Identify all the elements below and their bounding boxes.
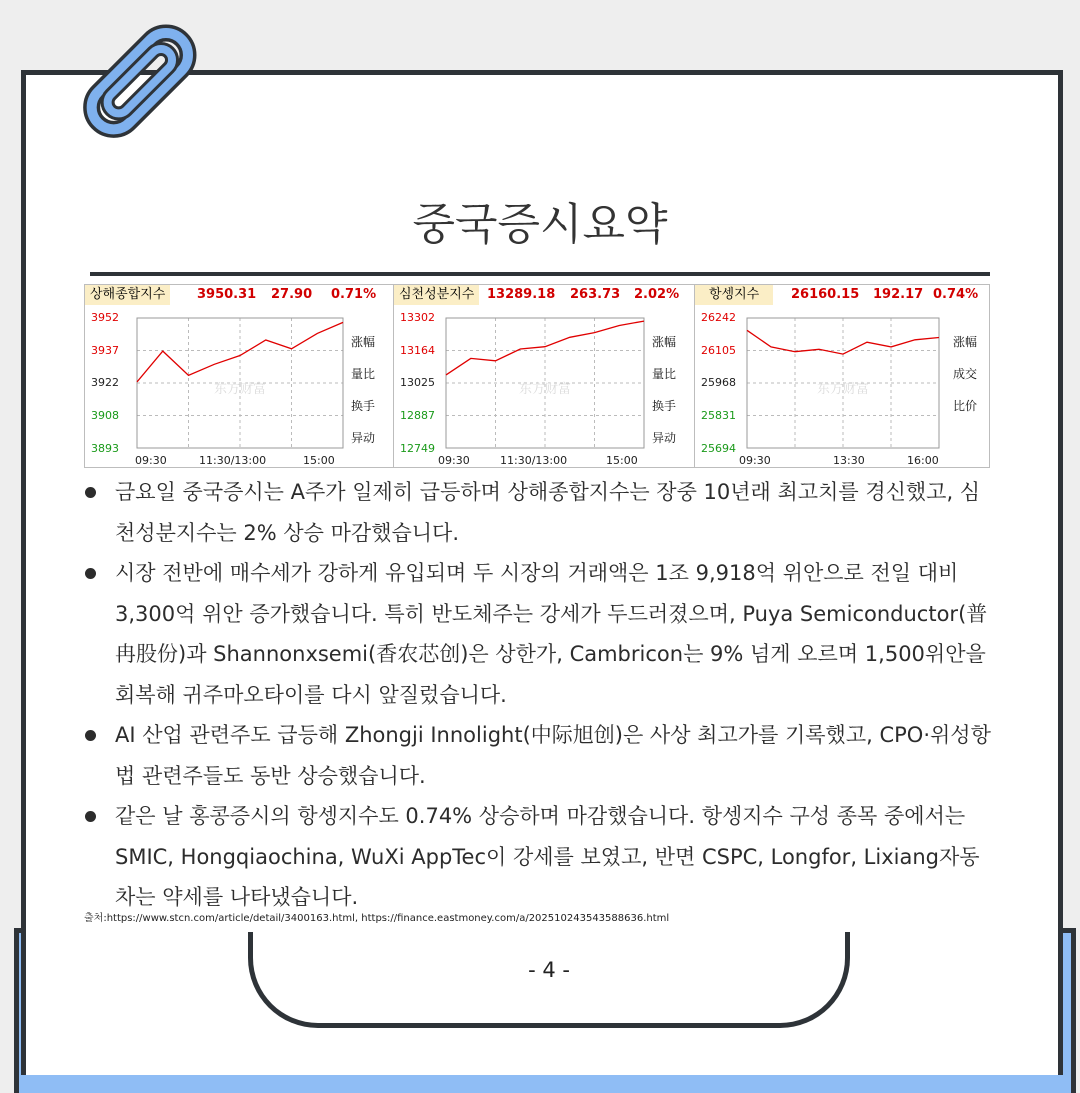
y-tick: 26242 bbox=[701, 311, 736, 324]
chart-value: 13289.18 bbox=[487, 287, 556, 302]
side-label: 比价 bbox=[953, 399, 978, 413]
list-item: 같은 날 홍콩증시의 항셍지수도 0.74% 상승하며 마감했습니다. 항셍지수 구성 종목 중에서는 SMIC, Hongqiaochina, WuXi AppTec이 강세를 보였고, 반면 CSPC, Longfor, Lixiang자동차는 약세를 나타냈습니다. bbox=[82, 796, 992, 918]
list-item: AI 산업 관련주도 급등해 Zhongji Innolight(中际旭创)은 사상 최고가를 기록했고, CPO·위성항법 관련주들도 동반 상승했습니다. bbox=[82, 715, 992, 796]
chart-value: 3950.31 bbox=[197, 287, 257, 302]
page-title: 중국증시요약 bbox=[412, 199, 668, 250]
y-tick: 25694 bbox=[701, 442, 736, 455]
x-tick: 11:30/13:00 bbox=[500, 454, 568, 467]
y-tick: 3937 bbox=[91, 344, 119, 357]
y-tick: 25831 bbox=[701, 409, 736, 422]
side-label: 换手 bbox=[652, 399, 677, 413]
x-tick: 09:30 bbox=[135, 454, 167, 467]
y-tick: 13025 bbox=[400, 376, 435, 389]
side-label: 涨幅 bbox=[652, 335, 677, 349]
watermark-text: 东方财富 bbox=[518, 382, 572, 397]
side-label: 异动 bbox=[652, 431, 677, 445]
summary-list bbox=[82, 472, 992, 918]
chart-name: 상해종합지수 bbox=[85, 285, 170, 305]
chart-change: 192.17 bbox=[873, 287, 924, 302]
chart-plot bbox=[394, 285, 694, 467]
y-tick: 3908 bbox=[91, 409, 119, 422]
hangseng-chart bbox=[694, 284, 990, 468]
x-tick: 16:00 bbox=[907, 454, 939, 467]
paperclip-icon bbox=[62, 12, 212, 157]
y-tick: 3952 bbox=[91, 311, 119, 324]
chart-percent: 0.74% bbox=[933, 287, 979, 302]
y-tick: 26105 bbox=[701, 344, 736, 357]
y-tick: 3922 bbox=[91, 376, 119, 389]
x-tick: 09:30 bbox=[438, 454, 470, 467]
x-tick: 13:30 bbox=[833, 454, 865, 467]
chart-plot bbox=[695, 285, 989, 467]
x-tick: 15:00 bbox=[303, 454, 335, 467]
side-label: 成交 bbox=[953, 367, 978, 381]
source-note: 출처:https://www.stcn.com/article/detail/3400163.html, https://finance.eastmoney.com/a/202510243543588636.html bbox=[84, 913, 670, 924]
chart-name: 심천성분지수 bbox=[394, 285, 479, 305]
y-tick: 3893 bbox=[91, 442, 119, 455]
shanghai-chart bbox=[84, 284, 394, 468]
side-label: 换手 bbox=[351, 399, 376, 413]
chart-percent: 2.02% bbox=[634, 287, 680, 302]
y-tick: 25968 bbox=[701, 376, 736, 389]
title-divider bbox=[90, 272, 990, 276]
shenzhen-chart bbox=[393, 284, 695, 468]
list-item: 시장 전반에 매수세가 강하게 유입되며 두 시장의 거래액은 1조 9,918억 위안으로 전일 대비 3,300억 위안 증가했습니다. 특히 반도체주는 강세가 두드러졌으며, Puya Semiconductor(普冉股份)과 Shannonxsemi(香农芯创)은 상한가, Cambricon는 9% 넘게 오르며 1,500위안을 회복해 귀주마오타이를 다시 앞질렀습니다. bbox=[82, 553, 992, 715]
x-tick: 15:00 bbox=[606, 454, 638, 467]
side-label: 异动 bbox=[351, 431, 376, 445]
y-tick: 12887 bbox=[400, 409, 435, 422]
side-label: 量比 bbox=[652, 367, 677, 381]
watermark-text: 东方财富 bbox=[816, 382, 870, 397]
chart-change: 27.90 bbox=[271, 287, 313, 302]
watermark-text: 东方财富 bbox=[213, 382, 267, 397]
chart-change: 263.73 bbox=[570, 287, 621, 302]
x-tick: 11:30/13:00 bbox=[199, 454, 267, 467]
y-tick: 13164 bbox=[400, 344, 435, 357]
chart-value: 26160.15 bbox=[791, 287, 860, 302]
x-tick: 09:30 bbox=[739, 454, 771, 467]
chart-name: 항셍지수 bbox=[695, 285, 773, 305]
chart-percent: 0.71% bbox=[331, 287, 377, 302]
y-tick: 13302 bbox=[400, 311, 435, 324]
side-label: 量比 bbox=[351, 367, 376, 381]
page-number: - 4 - bbox=[528, 958, 570, 982]
list-item: 금요일 중국증시는 A주가 일제히 급등하며 상해종합지수는 장중 10년래 최고치를 경신했고, 심천성분지수는 2% 상승 마감했습니다. bbox=[82, 472, 992, 553]
y-tick: 12749 bbox=[400, 442, 435, 455]
side-label: 涨幅 bbox=[953, 335, 978, 349]
chart-plot bbox=[85, 285, 393, 467]
side-label: 涨幅 bbox=[351, 335, 376, 349]
